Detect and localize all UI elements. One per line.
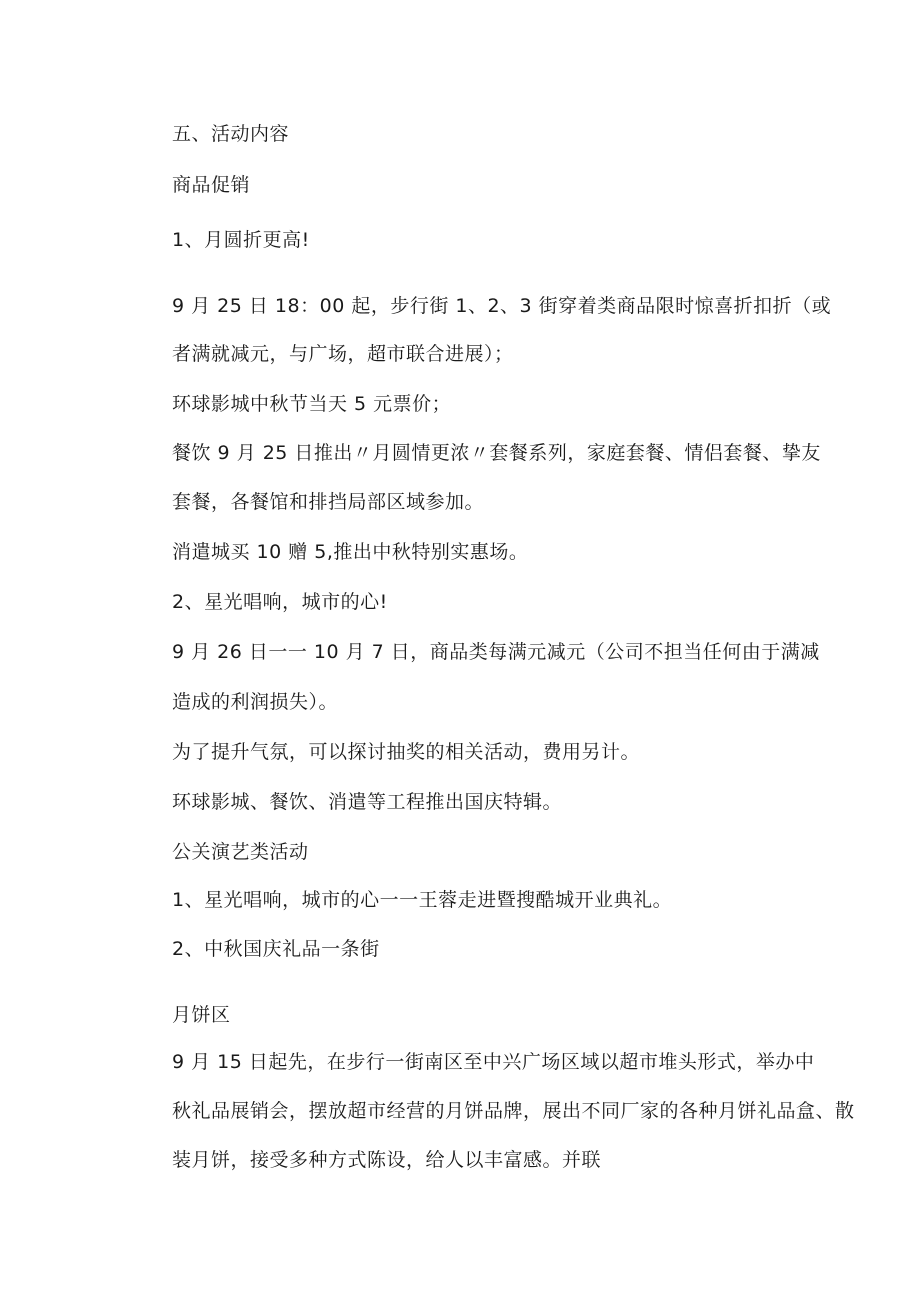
paragraph-line: 环球影城、餐饮、消遣等工程推出国庆特辑。 <box>172 791 563 813</box>
item-heading: 2、星光唱响，城市的心! <box>172 591 388 613</box>
paragraph-line: 9 月 25 日 18：00 起，步行街 1、2、3 街穿着类商品限时惊喜折扣折（或 <box>172 295 832 317</box>
paragraph-line: 9 月 15 日起先，在步行一街南区至中兴广场区域以超市堆头形式，举办中 <box>172 1051 815 1073</box>
item-heading: 2、中秋国庆礼品一条街 <box>172 938 380 960</box>
paragraph-line: 为了提升气氛，可以探讨抽奖的相关活动，费用另计。 <box>172 741 641 763</box>
paragraph-line: 餐饮 9 月 25 日推出〃月圆情更浓〃套餐系列，家庭套餐、情侣套餐、挚友 <box>172 442 821 464</box>
section-heading: 五、活动内容 <box>172 123 290 145</box>
paragraph-line: 套餐，各餐馆和排挡局部区域参加。 <box>172 491 485 513</box>
subheading-promotion: 商品促销 <box>172 174 251 196</box>
paragraph-line: 秋礼品展销会，摆放超市经营的月饼品牌，展出不同厂家的各种月饼礼品盒、散 <box>172 1100 855 1122</box>
paragraph-line: 装月饼，接受多种方式陈设，给人以丰富感。并联 <box>172 1149 602 1171</box>
item-heading: 1、星光唱响，城市的心一一王蓉走进暨搜酷城开业典礼。 <box>172 889 673 911</box>
paragraph-line: 消遣城买 10 赠 5,推出中秋特别实惠场。 <box>172 541 529 563</box>
subheading-mooncake: 月饼区 <box>172 1004 231 1026</box>
paragraph-line: 者满就减元，与广场，超市联合进展）； <box>172 343 514 365</box>
paragraph-line: 造成的利润损失）。 <box>172 691 339 713</box>
paragraph-line: 9 月 26 日一一 10 月 7 日，商品类每满元减元（公司不担当任何由于满减 <box>172 641 820 663</box>
item-heading: 1、月圆折更高! <box>172 229 310 251</box>
subheading-pr: 公关演艺类活动 <box>172 841 309 863</box>
paragraph-line: 环球影城中秋节当天 5 元票价； <box>172 393 452 415</box>
